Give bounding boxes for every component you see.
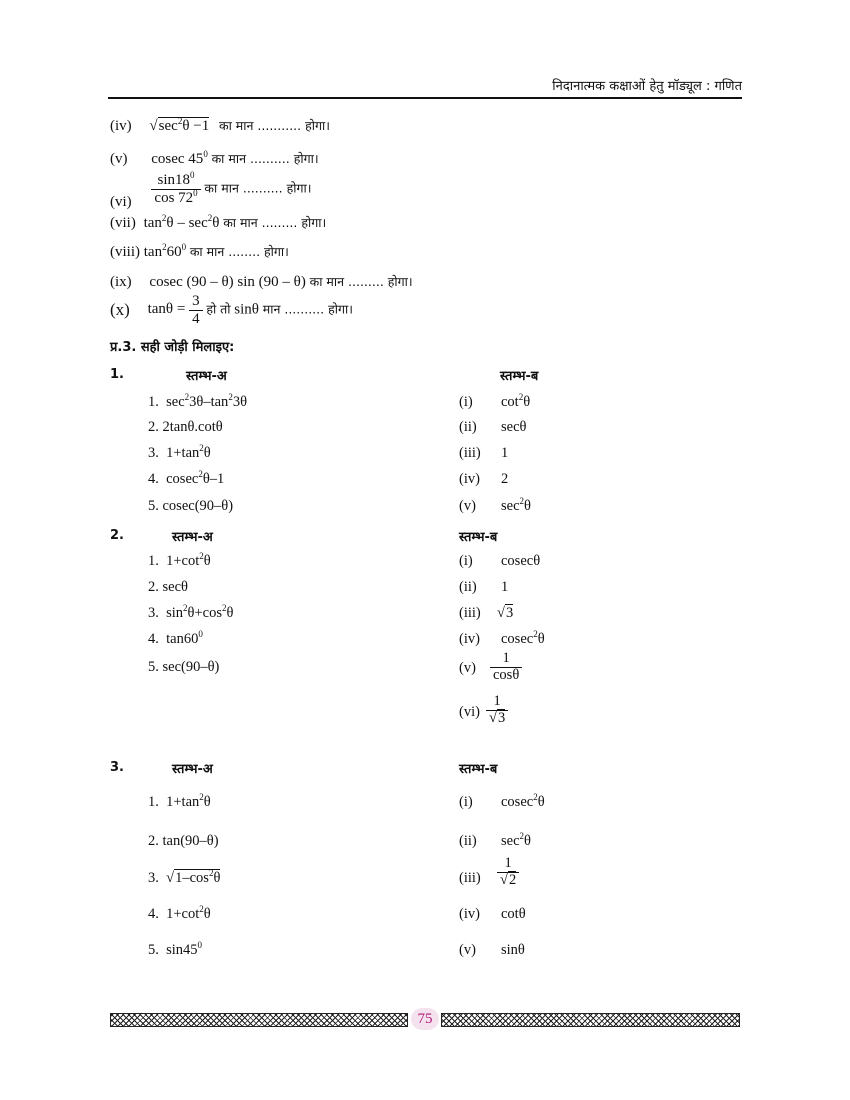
list-item: 2: [501, 471, 509, 487]
list-item-number: (iii): [459, 870, 481, 886]
section-title: प्र.3. सही जोड़ी मिलाइए:: [110, 340, 235, 355]
list-item: 1: [501, 445, 509, 461]
list-item-number: (v): [459, 498, 476, 514]
column-b-heading: स्तम्भ-ब: [459, 530, 498, 545]
list-item: 3. $√1-\cos^2\theta$: [148, 868, 221, 886]
list-item: 4. $1+\cot^2\theta$: [148, 904, 211, 922]
list-item: 5. cosec(90–θ): [148, 498, 234, 514]
question-number: (x): [110, 300, 130, 320]
header-rule: [108, 97, 742, 99]
question-number: (vii): [110, 215, 136, 231]
list-item: 1. $1+\cot^2\theta$: [148, 551, 211, 569]
list-item: √3: [497, 605, 514, 621]
question-text: का मान .......... होगा।: [211, 151, 319, 166]
list-item-number: (v): [459, 660, 476, 676]
numerator: $\sin 18^0$: [151, 172, 200, 190]
numerator: 3: [189, 293, 203, 311]
column-a-heading: स्तम्भ-अ: [172, 530, 213, 545]
list-item: $\sec^2\theta$: [501, 831, 531, 849]
list-item-number: (ii): [459, 579, 477, 595]
list-item: 2. 2tanθ.cotθ: [148, 419, 223, 435]
set-label: 3.: [110, 760, 124, 775]
list-item: 5. $\sin 45^0$: [148, 940, 203, 958]
question-v: [110, 150, 319, 168]
list-item: 3. $\sin^2\theta+\cos^2\theta$: [148, 603, 234, 621]
set-label: 2.: [110, 528, 124, 543]
set-label: 1.: [110, 367, 124, 382]
list-item: 2. tan(90–θ): [148, 833, 219, 849]
ornament-band-right: [441, 1013, 740, 1027]
list-item: cotθ: [501, 906, 526, 922]
list-item: secθ: [501, 419, 527, 435]
question-number: (iv): [110, 118, 132, 134]
math-fraction: [151, 172, 200, 206]
math-expression: cosec (90 – θ) sin (90 – θ): [149, 274, 306, 290]
list-item-number: (iv): [459, 471, 480, 487]
column-b-heading: स्तम्भ-ब: [500, 369, 539, 384]
list-item: 3. $1+\tan^2\theta$: [148, 443, 211, 461]
list-item-number: (iii): [459, 445, 481, 461]
math-expression: cosec $45^0$: [151, 149, 208, 167]
question-number: (vi): [110, 194, 132, 211]
column-a-heading: स्तम्भ-अ: [172, 762, 213, 777]
question-vii: [110, 214, 326, 232]
list-item: sinθ: [501, 942, 525, 958]
question-text: हो तो: [206, 301, 231, 317]
list-item-number: (iv): [459, 906, 480, 922]
question-iv: [110, 117, 330, 135]
question-text: का मान .......... होगा।: [204, 180, 312, 196]
question-number: (v): [110, 151, 128, 167]
denominator: 4: [192, 310, 200, 327]
list-item-number: (ii): [459, 833, 477, 849]
question-text: का मान ......... होगा।: [309, 274, 413, 289]
math-expression: $√\sec^2\theta -1$: [149, 116, 210, 134]
question-text: का मान ......... होगा।: [223, 215, 327, 230]
list-item: 5. sec(90–θ): [148, 659, 220, 675]
list-item: 4. $\tan 60^0$: [148, 629, 203, 647]
question-text: का मान ........ होगा।: [189, 244, 289, 259]
question-number: (ix): [110, 274, 132, 290]
list-item: cosecθ: [501, 553, 541, 569]
question-x: [110, 293, 353, 327]
list-item: 1. $\sec^23\theta-\tan^23\theta$: [148, 392, 248, 410]
list-item: cosec$^2$θ: [501, 792, 545, 810]
list-item-number: (i): [459, 794, 473, 810]
list-item-number: (i): [459, 553, 473, 569]
column-b-heading: स्तम्भ-ब: [459, 762, 498, 777]
list-item: 2. secθ: [148, 579, 188, 595]
list-item-number: (ii): [459, 419, 477, 435]
list-item: $\frac{1}{\cos\theta}$: [490, 651, 522, 684]
math-expression: tanθ =: [147, 301, 186, 318]
list-item: $\frac{1}{√3}$: [486, 694, 508, 727]
list-item: $\cot^2\theta$: [501, 392, 531, 410]
question-ix: [110, 273, 413, 291]
list-item-number: (iii): [459, 605, 481, 621]
question-text: का मान ........... होगा।: [218, 118, 330, 133]
question-vi: [110, 170, 312, 211]
list-item: 4. cosec$^2$θ–1: [148, 469, 225, 487]
list-item: 1. $1+\tan^2\theta$: [148, 792, 211, 810]
math-expression: $\tan^260^0$: [143, 242, 187, 260]
list-item-number: (vi): [459, 704, 480, 720]
question-viii: [110, 243, 289, 261]
ornament-band-left: [110, 1013, 408, 1027]
page-header-title: निदानात्मक कक्षाओं हेतु मॉड्यूल : गणित: [552, 79, 742, 94]
math-fraction: [189, 293, 203, 327]
list-item: $\frac{1}{√2}$: [497, 856, 519, 889]
list-item-number: (iv): [459, 631, 480, 647]
math-expression: $\tan^2\theta - \sec^2\theta$: [143, 213, 220, 231]
list-item: cosec$^2$θ: [501, 629, 545, 647]
list-item: $\sec^2\theta$: [501, 496, 531, 514]
question-number: (viii): [110, 244, 140, 260]
list-item: 1: [501, 579, 509, 595]
page-number: 75: [411, 1008, 439, 1030]
list-item-number: (v): [459, 942, 476, 958]
column-a-heading: स्तम्भ-अ: [186, 369, 227, 384]
denominator: $\cos 72^0$: [154, 187, 198, 206]
question-text: मान .......... होगा।: [262, 301, 353, 317]
list-item-number: (i): [459, 394, 473, 410]
math-expression: sinθ: [234, 301, 259, 318]
